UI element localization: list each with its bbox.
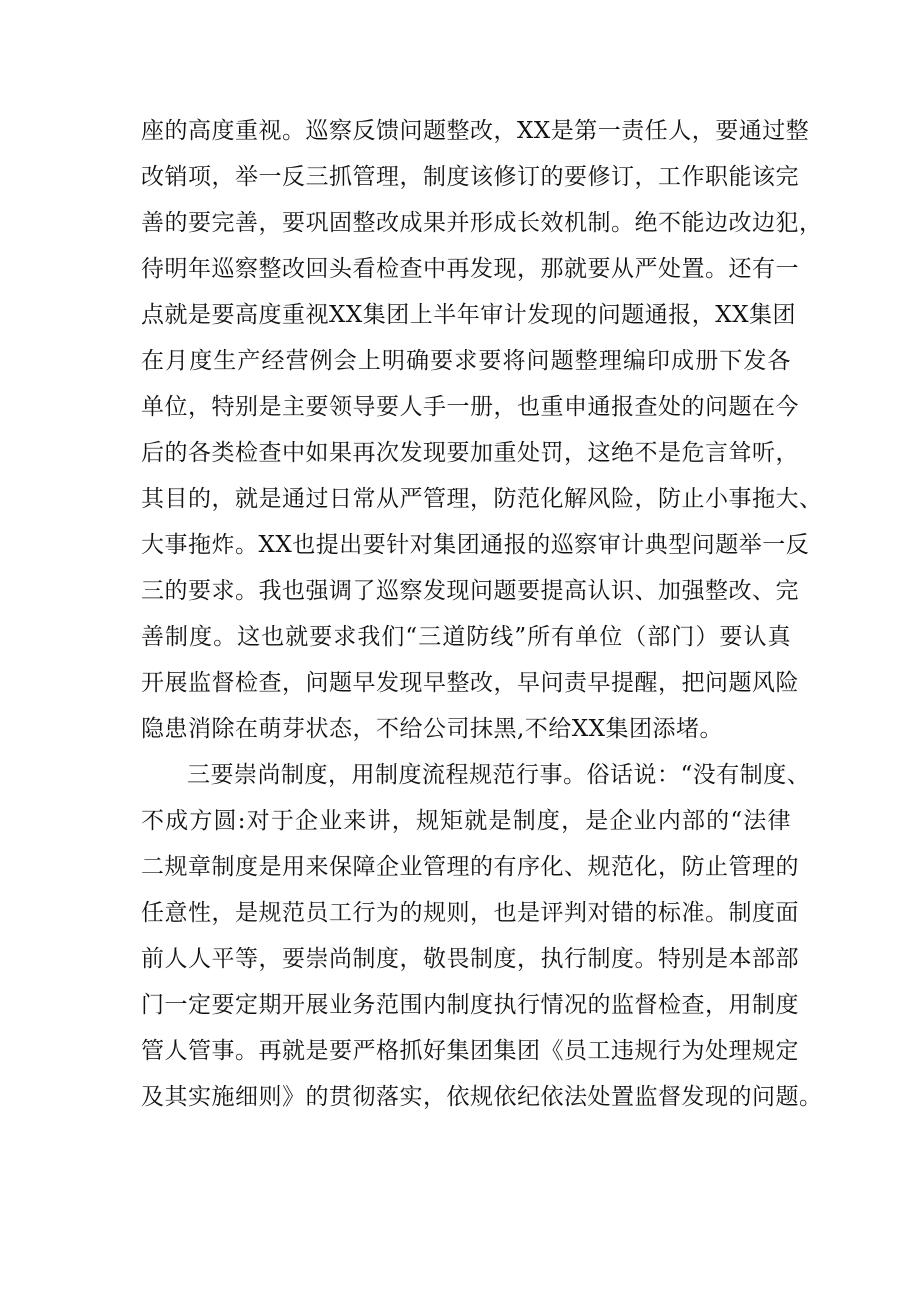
text-line: 点就是要高度重视XX集团上半年审计发现的问题通报，XX集团 — [141, 302, 796, 328]
text-line: 改销项，举一反三抓管理，制度该修订的要修订，工作职能该完 — [141, 164, 799, 190]
text-line: 待明年巡察整改回头看检查中再发现，那就要从严处置。还有一 — [141, 256, 799, 282]
text-line: 善的要完善，要巩固整改成果并形成长效机制。绝不能边改边犯， — [141, 210, 823, 236]
text-line: 二规章制度是用来保障企业管理的有序化、规范化，防止管理的 — [141, 854, 799, 880]
text-line: 门一定要定期开展业务范围内制度执行情况的监督检查，用制度 — [141, 992, 799, 1018]
document-body — [141, 108, 823, 1120]
text-line: 隐患消除在萌芽状态，不给公司抹黑,不给XX集团添堵。 — [141, 716, 724, 742]
paragraph-2 — [141, 752, 823, 1120]
text-line: 在月度生产经营例会上明确要求要将问题整理编印成册下发各 — [141, 348, 791, 374]
text-line: 不成方圆:对于企业来讲，规矩就是制度，是企业内部的“法律 — [141, 808, 791, 834]
text-line: 大事拖炸。XX也提出要针对集团通报的巡察审计典型问题举一反 — [141, 532, 810, 558]
text-line: 任意性，是规范员工行为的规则，也是评判对错的标准。制度面 — [141, 900, 799, 926]
text-line: 前人人平等，要崇尚制度，敬畏制度，执行制度。特别是本部部 — [141, 946, 799, 972]
text-line: 开展监督检查，问题早发现早整改，早问责早提醒，把问题风险 — [141, 670, 799, 696]
text-line: 管人管事。再就是要严格抓好集团集团《员工违规行为处理规定 — [141, 1038, 799, 1064]
text-line: 及其实施细则》的贯彻落实，依规依纪依法处置监督发现的问题。 — [141, 1084, 823, 1110]
paragraph-1 — [141, 108, 823, 752]
text-line: 后的各类检查中如果再次发现要加重处罚，这绝不是危言耸听， — [141, 440, 799, 466]
text-line: 善制度。这也就要求我们“三道防线”所有单位（部门）要认真 — [141, 624, 791, 650]
text-line: 座的高度重视。巡察反馈问题整改，XX是第一责任人，要通过整 — [141, 118, 810, 144]
text-line: 三的要求。我也强调了巡察发现问题要提高认识、加强整改、完 — [141, 578, 799, 604]
text-line: 其目的，就是通过日常从严管理，防范化解风险，防止小事拖大、 — [141, 486, 823, 512]
text-line: 三要崇尚制度，用制度流程规范行事。俗话说：“没有制度、 — [187, 762, 811, 788]
text-line: 单位，特别是主要领导要人手一册，也重申通报查处的问题在今 — [141, 394, 799, 420]
